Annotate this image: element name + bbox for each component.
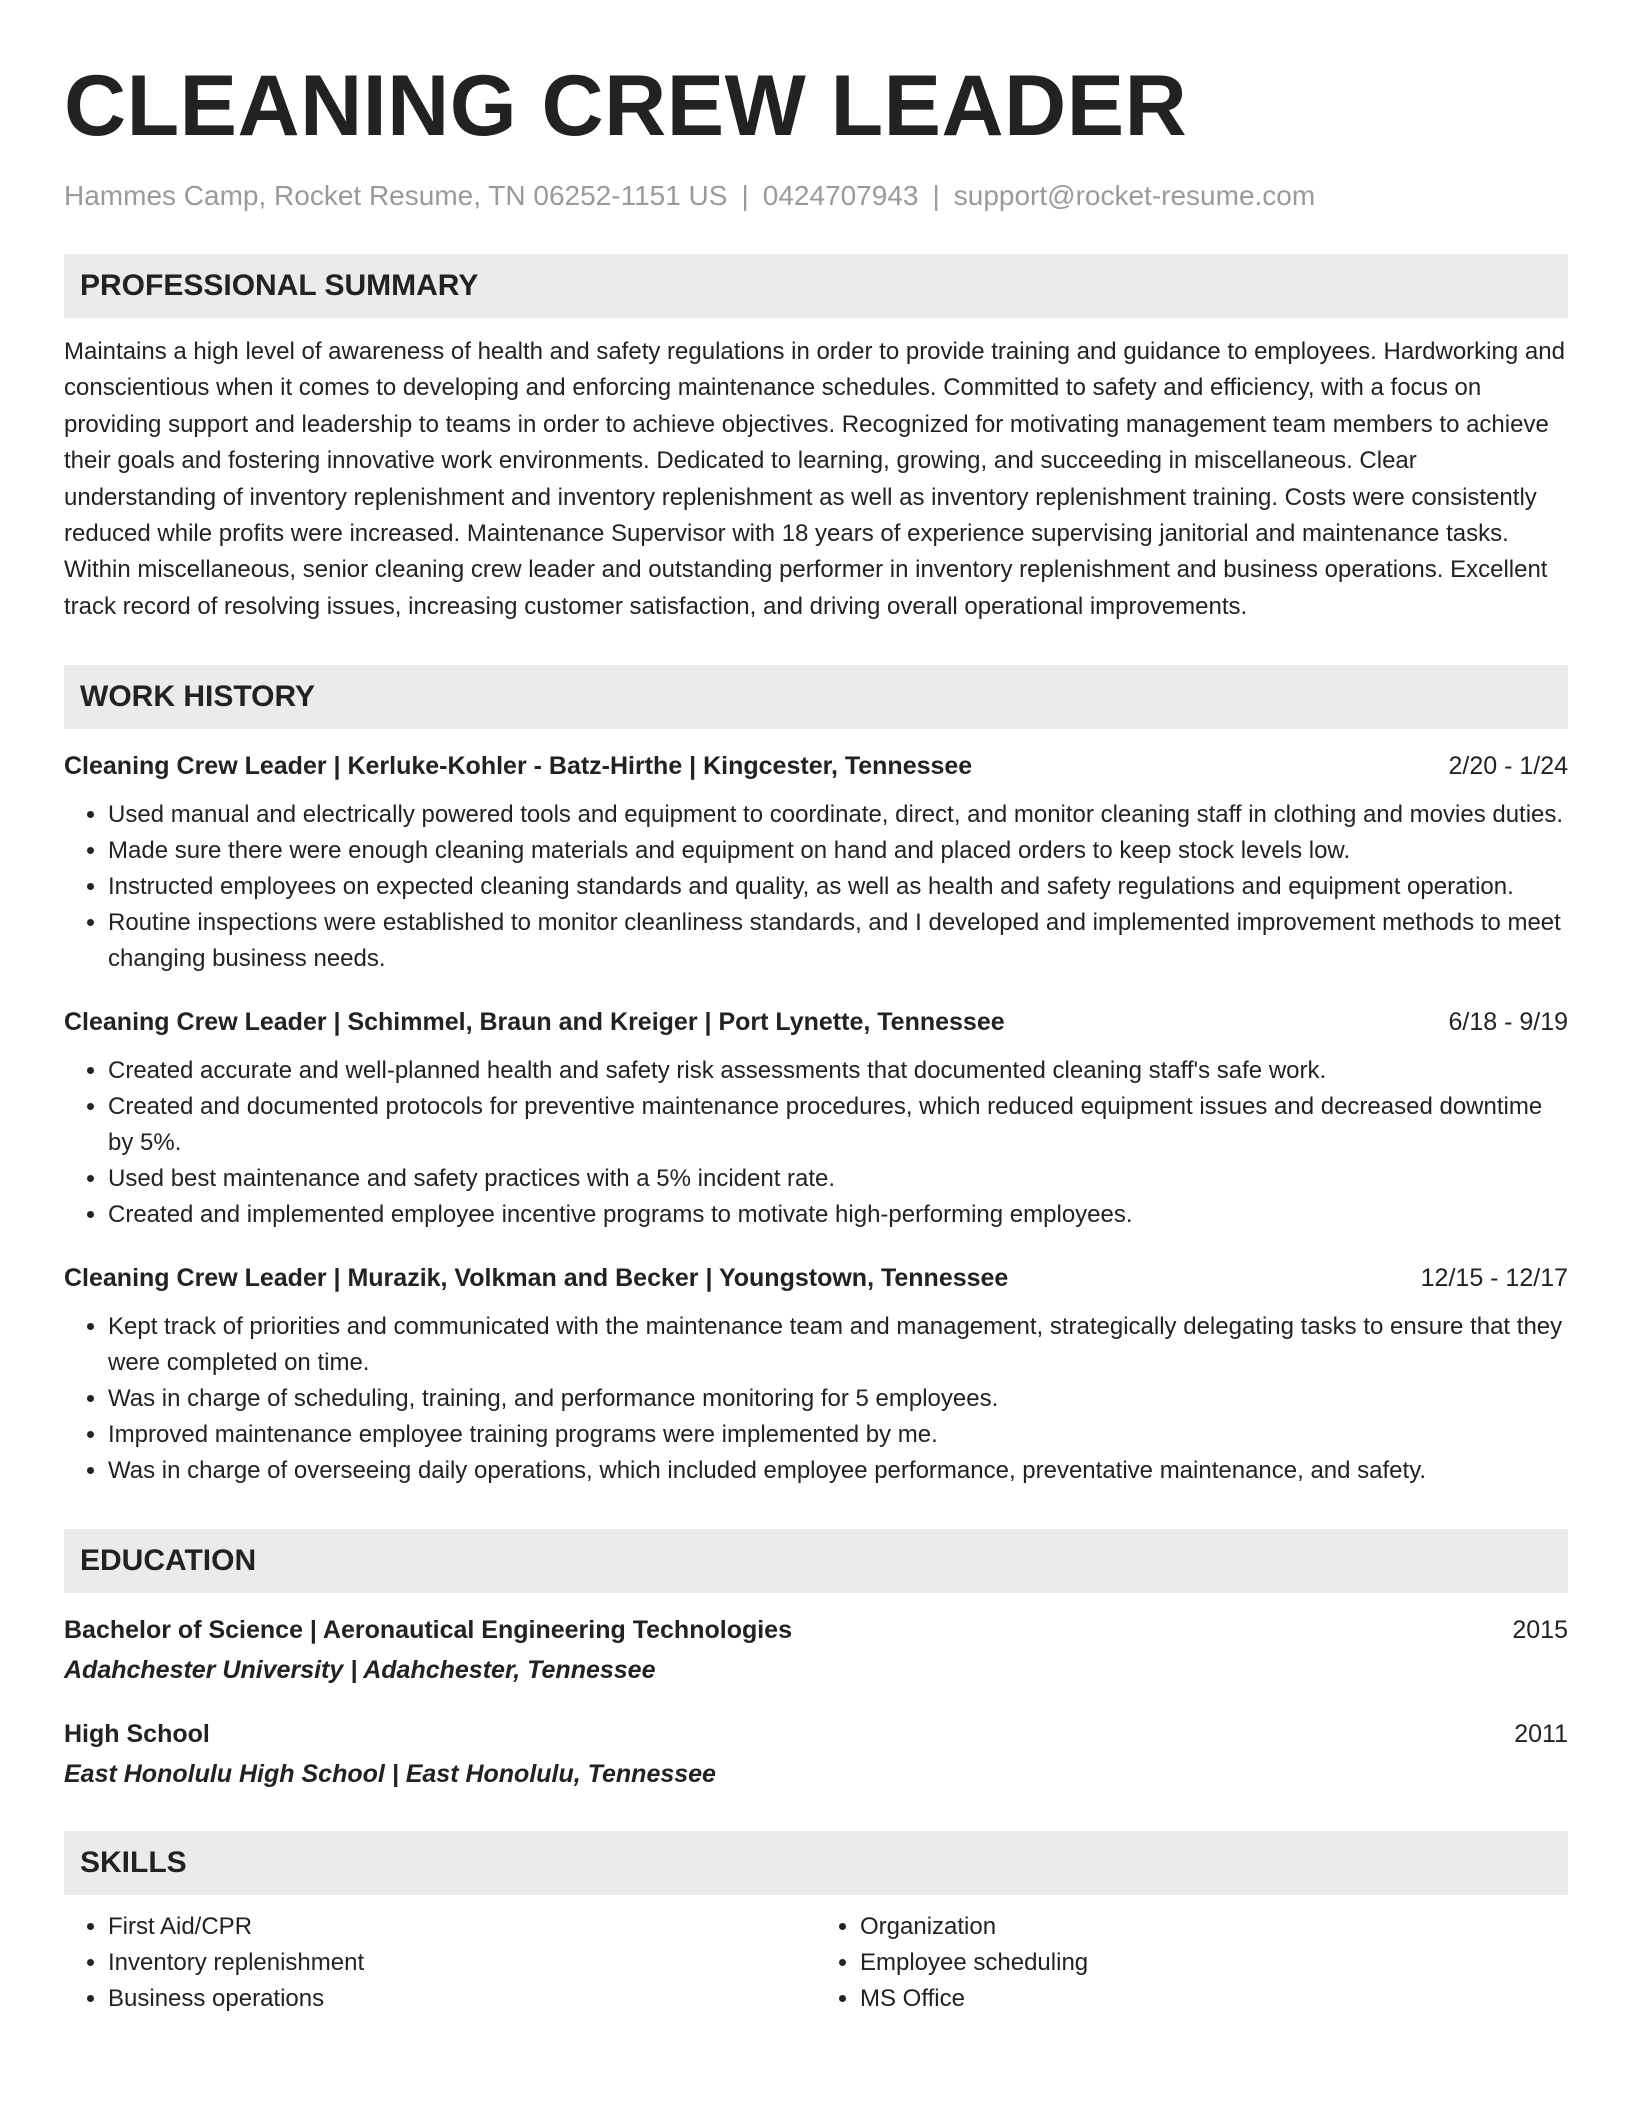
job-bullet: • Improved maintenance employee training programs were implemented by me.	[108, 1417, 1568, 1453]
job-entry	[64, 749, 1568, 977]
section-heading-education: EDUCATION	[64, 1529, 1568, 1593]
education-year: 2011	[1514, 1720, 1568, 1749]
contact-separator: |	[741, 180, 749, 211]
job-bullet: • Was in charge of overseeing daily operations, which included employee performance, preventative maintenance, and safety.	[108, 1453, 1568, 1489]
job-bullets	[64, 1053, 1568, 1233]
job-header	[64, 1005, 1568, 1039]
job-bullets	[64, 1309, 1568, 1489]
skills-column-left	[64, 1909, 816, 2017]
skill-item: • MS Office	[860, 1981, 1568, 2017]
job-bullet: • Routine inspections were established to monitor cleanliness standards, and I developed and implemented improvement methods to meet changing business needs.	[108, 905, 1568, 977]
job-dates: 12/15 - 12/17	[1420, 1264, 1568, 1293]
job-header	[64, 749, 1568, 783]
job-title: Cleaning Crew Leader | Murazik, Volkman and Becker | Youngstown, Tennessee	[64, 1264, 1009, 1293]
job-dates: 2/20 - 1/24	[1448, 752, 1568, 781]
contact-address: Hammes Camp, Rocket Resume, TN 06252-1151 US	[64, 180, 728, 211]
job-bullet: • Made sure there were enough cleaning materials and equipment on hand and placed orders to keep stock levels low.	[108, 833, 1568, 869]
contact-line	[64, 178, 1568, 214]
summary-text: Maintains a high level of awareness of health and safety regulations in order to provide training and guidance to employees. Hardworking and conscientious when it comes to developing and enforcing maintenance schedules. Committed to safety and efficiency, with a focus on providing support and leadership to teams in order to achieve objectives. Recognized for motivating management team members to achieve their goals and fostering innovative work environments. Dedicated to learning, growing, and succeeding in miscellaneous. Clear understanding of inventory replenishment and inventory replenishment as well as inventory replenishment training. Costs were consistently reduced while profits were increased. Maintenance Supervisor with 18 years of experience supervising janitorial and maintenance tasks. Within miscellaneous, senior cleaning crew leader and outstanding performer in inventory replenishment and business operations. Excellent track record of resolving issues, increasing customer satisfaction, and driving overall operational improvements.	[64, 338, 1565, 620]
contact-phone: 0424707943	[762, 180, 919, 211]
skill-item: • Inventory replenishment	[108, 1945, 816, 1981]
section-heading-summary: PROFESSIONAL SUMMARY	[64, 254, 1568, 318]
education-header	[64, 1717, 1568, 1751]
education-entry	[64, 1613, 1568, 1687]
skill-item: • Organization	[860, 1909, 1568, 1945]
job-title: Cleaning Crew Leader | Kerluke-Kohler - Batz-Hirthe | Kingcester, Tennessee	[64, 752, 973, 781]
education-header	[64, 1613, 1568, 1647]
education-entry	[64, 1717, 1568, 1791]
job-bullet: • Used best maintenance and safety practices with a 5% incident rate.	[108, 1161, 1568, 1197]
education-school: East Honolulu High School | East Honolulu, Tennessee	[64, 1760, 716, 1789]
resume-name: CLEANING CREW LEADER	[64, 58, 1188, 154]
contact-email: support@rocket-resume.com	[953, 180, 1316, 211]
contact-separator: |	[932, 180, 940, 211]
education-degree: High School	[64, 1720, 210, 1749]
job-dates: 6/18 - 9/19	[1448, 1008, 1568, 1037]
job-bullets	[64, 797, 1568, 977]
job-entry	[64, 1005, 1568, 1233]
skill-item: • First Aid/CPR	[108, 1909, 816, 1945]
job-bullet: • Was in charge of scheduling, training, and performance monitoring for 5 employees.	[108, 1381, 1568, 1417]
education-degree: Bachelor of Science | Aeronautical Engineering Technologies	[64, 1616, 792, 1645]
skills-list	[64, 1909, 1568, 2017]
job-title: Cleaning Crew Leader | Schimmel, Braun and Kreiger | Port Lynette, Tennessee	[64, 1008, 1005, 1037]
education-year: 2015	[1512, 1616, 1568, 1645]
job-header	[64, 1261, 1568, 1295]
job-bullet: • Created and implemented employee incentive programs to motivate high-performing employees.	[108, 1197, 1568, 1233]
section-heading-work-history: WORK HISTORY	[64, 665, 1568, 729]
job-bullet: • Used manual and electrically powered tools and equipment to coordinate, direct, and monitor cleaning staff in clothing and movies duties.	[108, 797, 1568, 833]
job-bullet: • Kept track of priorities and communicated with the maintenance team and management, strategically delegating tasks to ensure that they were completed on time.	[108, 1309, 1568, 1381]
job-bullet: • Created accurate and well-planned health and safety risk assessments that documented cleaning staff's safe work.	[108, 1053, 1568, 1089]
skill-item: • Employee scheduling	[860, 1945, 1568, 1981]
education-school: Adahchester University | Adahchester, Tennessee	[64, 1656, 656, 1685]
skills-column-right	[816, 1909, 1568, 2017]
job-entry	[64, 1261, 1568, 1489]
section-heading-skills: SKILLS	[64, 1831, 1568, 1895]
job-bullet: • Created and documented protocols for preventive maintenance procedures, which reduced equipment issues and decreased downtime by 5%.	[108, 1089, 1568, 1161]
skill-item: • Business operations	[108, 1981, 816, 2017]
job-bullet: • Instructed employees on expected cleaning standards and quality, as well as health and safety regulations and equipment operation.	[108, 869, 1568, 905]
